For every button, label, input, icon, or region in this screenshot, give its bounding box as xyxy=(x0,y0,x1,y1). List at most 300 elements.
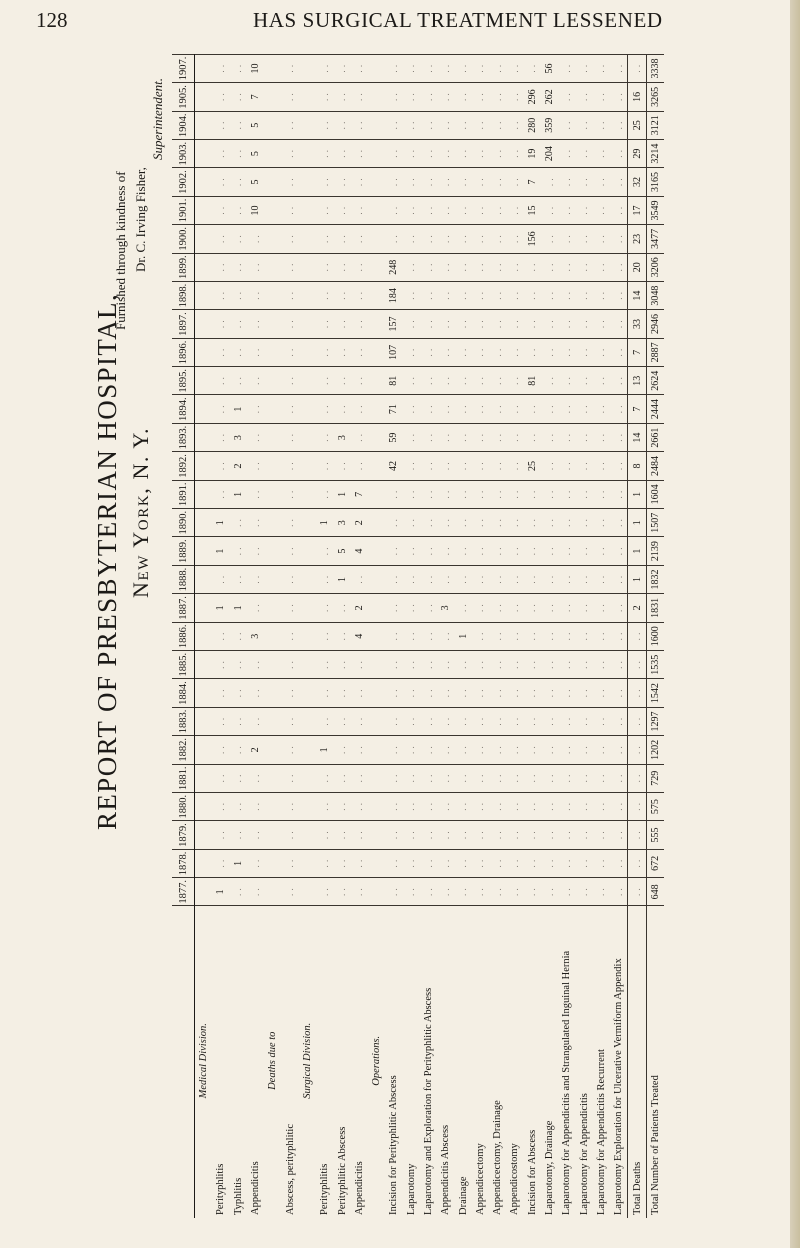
table-cell: . . xyxy=(524,736,541,764)
table-cell xyxy=(368,139,385,167)
table-cell: . . xyxy=(437,395,454,423)
table-cell: . . xyxy=(576,111,593,139)
year-header: 1907. xyxy=(172,54,195,82)
table-cell: . . xyxy=(351,310,368,338)
row-label: Perityphlitic Abscess xyxy=(333,906,350,1218)
table-cell: . . xyxy=(281,395,298,423)
table-cell xyxy=(368,367,385,395)
table-cell: 7 xyxy=(628,395,646,423)
row-label: Laparotomy for Appendicitis Recurrent xyxy=(593,906,610,1218)
table-cell: . . xyxy=(524,281,541,309)
table-cell: . . xyxy=(593,452,610,480)
table-cell: . . xyxy=(489,821,506,849)
table-cell xyxy=(299,338,316,366)
table-cell: . . xyxy=(576,83,593,111)
table-cell: . . xyxy=(385,821,402,849)
table-cell xyxy=(264,452,281,480)
table-cell: . . xyxy=(437,452,454,480)
table-cell: . . xyxy=(454,480,471,508)
table-cell: . . xyxy=(454,849,471,877)
table-cell: . . xyxy=(558,480,575,508)
table-cell: . . xyxy=(437,367,454,395)
table-cell: 184 xyxy=(385,281,402,309)
table-cell: . . xyxy=(403,111,420,139)
table-cell: . . xyxy=(385,650,402,678)
year-header: 1881. xyxy=(172,764,195,792)
year-header: 1905. xyxy=(172,83,195,111)
year-header: 1877. xyxy=(172,878,195,906)
table-cell: . . xyxy=(420,338,437,366)
table-cell: . . xyxy=(420,196,437,224)
table-cell xyxy=(299,622,316,650)
table-cell xyxy=(195,452,213,480)
table-cell: . . xyxy=(212,225,229,253)
year-header: 1894. xyxy=(172,395,195,423)
table-cell: . . xyxy=(437,707,454,735)
table-cell: . . xyxy=(420,594,437,622)
table-cell xyxy=(368,679,385,707)
table-cell: . . xyxy=(576,764,593,792)
table-cell: . . xyxy=(593,480,610,508)
table-cell: . . xyxy=(558,139,575,167)
year-header: 1884. xyxy=(172,679,195,707)
year-header: 1886. xyxy=(172,622,195,650)
table-cell: . . xyxy=(281,452,298,480)
table-cell: . . xyxy=(593,395,610,423)
table-cell: . . xyxy=(524,565,541,593)
table-row xyxy=(454,54,471,1218)
table-cell: . . xyxy=(576,594,593,622)
table-cell: . . xyxy=(489,679,506,707)
row-label: Incision for Abscess xyxy=(524,906,541,1218)
table-cell: . . xyxy=(247,452,264,480)
table-cell: . . xyxy=(420,537,437,565)
table-cell: . . xyxy=(247,821,264,849)
table-cell xyxy=(299,54,316,82)
table-cell: . . xyxy=(230,225,247,253)
table-cell: . . xyxy=(506,139,523,167)
table-cell xyxy=(264,537,281,565)
table-cell: 17 xyxy=(628,196,646,224)
table-cell: . . xyxy=(593,849,610,877)
section-heading-row xyxy=(299,54,316,1218)
table-cell: . . xyxy=(403,792,420,820)
table-cell: 672 xyxy=(646,849,664,877)
table-cell: . . xyxy=(247,253,264,281)
table-cell: . . xyxy=(541,736,558,764)
table-cell: . . xyxy=(247,565,264,593)
table-cell: . . xyxy=(230,253,247,281)
table-cell: . . xyxy=(558,764,575,792)
table-cell: . . xyxy=(576,622,593,650)
table-cell: . . xyxy=(541,281,558,309)
table-cell: . . xyxy=(230,111,247,139)
table-cell: . . xyxy=(247,537,264,565)
table-cell: . . xyxy=(230,650,247,678)
table-cell: . . xyxy=(506,281,523,309)
table-cell: . . xyxy=(316,821,333,849)
table-cell: . . xyxy=(576,225,593,253)
table-cell: 8 xyxy=(628,452,646,480)
table-cell: . . xyxy=(524,480,541,508)
table-cell: . . xyxy=(541,196,558,224)
table-cell xyxy=(264,281,281,309)
table-cell: . . xyxy=(541,679,558,707)
table-cell xyxy=(264,849,281,877)
header-corner xyxy=(172,906,195,1218)
table-cell xyxy=(368,395,385,423)
table-cell: . . xyxy=(472,679,489,707)
table-cell: . . xyxy=(212,622,229,650)
table-cell: . . xyxy=(437,537,454,565)
table-cell: . . xyxy=(506,480,523,508)
table-cell xyxy=(299,310,316,338)
table-cell: . . xyxy=(403,650,420,678)
row-label: Appendicitis xyxy=(247,906,264,1218)
table-cell: . . xyxy=(316,764,333,792)
table-cell xyxy=(299,565,316,593)
year-header: 1896. xyxy=(172,338,195,366)
table-cell: . . xyxy=(437,281,454,309)
table-cell: . . xyxy=(489,111,506,139)
table-cell: . . xyxy=(593,54,610,82)
table-cell xyxy=(264,594,281,622)
table-cell: . . xyxy=(628,821,646,849)
table-cell: . . xyxy=(472,821,489,849)
table-cell: 10 xyxy=(247,196,264,224)
table-cell: . . xyxy=(333,168,350,196)
table-cell: 25 xyxy=(524,452,541,480)
table-cell: . . xyxy=(610,650,628,678)
table-cell xyxy=(299,594,316,622)
table-cell: 7 xyxy=(351,480,368,508)
table-cell xyxy=(368,764,385,792)
table-cell: . . xyxy=(506,168,523,196)
table-cell: . . xyxy=(316,367,333,395)
table-cell: 1 xyxy=(628,509,646,537)
table-cell: . . xyxy=(472,83,489,111)
table-cell: . . xyxy=(281,54,298,82)
table-cell: . . xyxy=(489,83,506,111)
table-cell: . . xyxy=(628,764,646,792)
table-cell: . . xyxy=(230,367,247,395)
table-cell: . . xyxy=(593,650,610,678)
table-cell: . . xyxy=(610,423,628,451)
table-cell: . . xyxy=(541,168,558,196)
table-cell xyxy=(368,650,385,678)
table-cell: 2887 xyxy=(646,338,664,366)
table-cell: . . xyxy=(524,423,541,451)
row-label: Total Number of Patients Treated xyxy=(646,906,664,1218)
table-cell: . . xyxy=(420,679,437,707)
table-cell xyxy=(195,196,213,224)
table-cell: . . xyxy=(524,764,541,792)
table-cell xyxy=(195,849,213,877)
table-cell: . . xyxy=(212,310,229,338)
table-cell xyxy=(195,537,213,565)
row-label: Laparotomy for Appendicitis and Strangulated Inguinal Hernia xyxy=(558,906,575,1218)
table-cell: . . xyxy=(420,764,437,792)
table-cell: . . xyxy=(506,423,523,451)
table-cell: . . xyxy=(247,849,264,877)
table-cell xyxy=(299,281,316,309)
table-cell: . . xyxy=(420,139,437,167)
table-cell: . . xyxy=(524,792,541,820)
table-cell: . . xyxy=(351,83,368,111)
year-header: 1882. xyxy=(172,736,195,764)
table-cell: . . xyxy=(489,139,506,167)
table-row xyxy=(212,54,229,1218)
table-cell: . . xyxy=(333,111,350,139)
table-cell: . . xyxy=(420,509,437,537)
table-cell: . . xyxy=(351,253,368,281)
table-cell: . . xyxy=(230,565,247,593)
table-cell: . . xyxy=(506,509,523,537)
table-cell: . . xyxy=(230,281,247,309)
table-cell: . . xyxy=(506,196,523,224)
year-header: 1904. xyxy=(172,111,195,139)
table-row xyxy=(541,54,558,1218)
table-cell: . . xyxy=(351,395,368,423)
table-cell: . . xyxy=(212,565,229,593)
table-cell: . . xyxy=(281,338,298,366)
table-cell: 4 xyxy=(351,622,368,650)
table-cell: . . xyxy=(558,168,575,196)
table-cell: . . xyxy=(489,764,506,792)
table-cell: . . xyxy=(247,225,264,253)
table-cell: . . xyxy=(437,849,454,877)
table-cell: . . xyxy=(420,367,437,395)
table-cell: . . xyxy=(437,310,454,338)
table-cell xyxy=(195,54,213,82)
row-label: Appendicostomy xyxy=(506,906,523,1218)
table-cell: 2 xyxy=(351,509,368,537)
table-cell xyxy=(195,367,213,395)
table-row xyxy=(351,54,368,1218)
table-cell: . . xyxy=(281,679,298,707)
table-cell: . . xyxy=(281,225,298,253)
table-cell: . . xyxy=(316,310,333,338)
table-cell: . . xyxy=(628,679,646,707)
table-cell: 1600 xyxy=(646,622,664,650)
table-cell: . . xyxy=(593,594,610,622)
table-cell: . . xyxy=(610,54,628,82)
table-cell: . . xyxy=(281,764,298,792)
table-cell: . . xyxy=(230,310,247,338)
table-cell: . . xyxy=(558,338,575,366)
table-cell: . . xyxy=(576,395,593,423)
table-cell xyxy=(368,54,385,82)
table-cell: . . xyxy=(610,622,628,650)
table-cell: . . xyxy=(593,565,610,593)
table-cell: . . xyxy=(524,509,541,537)
table-cell: . . xyxy=(385,622,402,650)
table-cell: . . xyxy=(628,878,646,906)
table-cell: . . xyxy=(506,225,523,253)
table-cell: 3 xyxy=(247,622,264,650)
table-cell: 15 xyxy=(524,196,541,224)
table-cell: . . xyxy=(351,338,368,366)
statistics-body xyxy=(195,54,665,1218)
table-cell: . . xyxy=(593,196,610,224)
table-cell: . . xyxy=(576,281,593,309)
table-cell: . . xyxy=(576,707,593,735)
table-cell: . . xyxy=(247,423,264,451)
table-cell xyxy=(368,622,385,650)
table-cell: . . xyxy=(472,196,489,224)
table-cell: . . xyxy=(558,367,575,395)
table-cell: . . xyxy=(506,878,523,906)
table-cell: . . xyxy=(351,225,368,253)
table-cell: . . xyxy=(558,849,575,877)
table-cell: . . xyxy=(281,310,298,338)
table-cell: . . xyxy=(454,736,471,764)
table-cell: . . xyxy=(489,168,506,196)
table-cell: . . xyxy=(420,707,437,735)
table-cell: . . xyxy=(437,622,454,650)
table-cell: . . xyxy=(403,537,420,565)
table-cell: . . xyxy=(316,54,333,82)
table-cell: 1542 xyxy=(646,679,664,707)
table-cell: . . xyxy=(628,792,646,820)
table-cell: . . xyxy=(472,253,489,281)
table-cell: 5 xyxy=(247,111,264,139)
table-cell: . . xyxy=(472,878,489,906)
table-cell: . . xyxy=(454,452,471,480)
table-cell: . . xyxy=(472,509,489,537)
table-cell: . . xyxy=(558,878,575,906)
table-cell: . . xyxy=(333,679,350,707)
table-cell xyxy=(264,707,281,735)
table-cell: . . xyxy=(420,452,437,480)
table-cell: . . xyxy=(420,111,437,139)
table-cell: . . xyxy=(420,281,437,309)
table-cell: . . xyxy=(385,764,402,792)
table-cell: . . xyxy=(558,736,575,764)
table-cell: . . xyxy=(437,168,454,196)
table-cell: 71 xyxy=(385,395,402,423)
table-cell: 1 xyxy=(212,537,229,565)
table-cell: . . xyxy=(489,878,506,906)
table-row xyxy=(524,54,541,1218)
table-cell: 1604 xyxy=(646,480,664,508)
table-cell: . . xyxy=(333,367,350,395)
statistics-table-rotated xyxy=(172,54,776,1218)
table-cell: . . xyxy=(333,83,350,111)
table-cell: . . xyxy=(593,367,610,395)
table-row xyxy=(610,54,628,1218)
table-cell: . . xyxy=(333,594,350,622)
table-cell: . . xyxy=(489,54,506,82)
table-cell: 7 xyxy=(628,338,646,366)
table-cell: . . xyxy=(576,168,593,196)
table-cell: . . xyxy=(403,452,420,480)
table-cell: . . xyxy=(437,423,454,451)
table-cell: . . xyxy=(385,565,402,593)
table-cell xyxy=(299,821,316,849)
table-cell xyxy=(299,423,316,451)
table-cell: 14 xyxy=(628,423,646,451)
table-cell: . . xyxy=(610,452,628,480)
table-cell: . . xyxy=(506,707,523,735)
table-cell: . . xyxy=(489,395,506,423)
table-cell: . . xyxy=(506,650,523,678)
table-cell: . . xyxy=(610,253,628,281)
table-cell: . . xyxy=(385,196,402,224)
table-cell: 3214 xyxy=(646,139,664,167)
table-cell: . . xyxy=(212,395,229,423)
table-cell: . . xyxy=(230,54,247,82)
table-cell: . . xyxy=(506,310,523,338)
table-cell: . . xyxy=(333,821,350,849)
year-header: 1887. xyxy=(172,594,195,622)
table-cell: . . xyxy=(437,679,454,707)
row-label: Laparotomy, Drainage xyxy=(541,906,558,1218)
table-cell: . . xyxy=(541,707,558,735)
table-cell: . . xyxy=(333,878,350,906)
table-cell: . . xyxy=(385,509,402,537)
table-cell: . . xyxy=(212,480,229,508)
table-cell: 1 xyxy=(230,480,247,508)
table-row xyxy=(385,54,402,1218)
table-cell: . . xyxy=(593,821,610,849)
section-heading-row xyxy=(264,54,281,1218)
table-cell: . . xyxy=(351,452,368,480)
table-cell: . . xyxy=(454,565,471,593)
table-cell: . . xyxy=(420,792,437,820)
table-cell: . . xyxy=(385,168,402,196)
table-cell: . . xyxy=(316,395,333,423)
table-cell: . . xyxy=(437,650,454,678)
table-cell: 59 xyxy=(385,423,402,451)
table-row xyxy=(472,54,489,1218)
table-cell: . . xyxy=(385,707,402,735)
table-cell xyxy=(368,707,385,735)
table-cell: . . xyxy=(558,395,575,423)
table-cell: 19 xyxy=(524,139,541,167)
table-cell: . . xyxy=(472,310,489,338)
table-cell: . . xyxy=(524,707,541,735)
table-cell: . . xyxy=(628,622,646,650)
table-cell xyxy=(368,594,385,622)
table-cell: . . xyxy=(316,139,333,167)
table-row xyxy=(506,54,523,1218)
table-cell: . . xyxy=(454,139,471,167)
table-cell: . . xyxy=(333,736,350,764)
table-cell xyxy=(195,281,213,309)
credit-line-3: Superintendent. xyxy=(150,78,165,160)
row-label: Laparotomy Exploration for Ulcerative Vermiform Appendix xyxy=(610,906,628,1218)
table-cell: . . xyxy=(454,792,471,820)
table-cell: . . xyxy=(610,707,628,735)
table-cell xyxy=(368,736,385,764)
table-cell: . . xyxy=(212,423,229,451)
table-cell: . . xyxy=(610,565,628,593)
table-cell: . . xyxy=(558,707,575,735)
table-cell: . . xyxy=(454,225,471,253)
table-cell: . . xyxy=(489,310,506,338)
table-cell: . . xyxy=(437,83,454,111)
table-cell: . . xyxy=(541,367,558,395)
table-cell: 16 xyxy=(628,83,646,111)
table-cell: . . xyxy=(558,452,575,480)
table-cell: . . xyxy=(506,54,523,82)
table-cell: . . xyxy=(558,225,575,253)
table-cell: . . xyxy=(316,792,333,820)
table-cell: . . xyxy=(281,281,298,309)
table-cell: 1 xyxy=(628,480,646,508)
year-header: 1902. xyxy=(172,168,195,196)
